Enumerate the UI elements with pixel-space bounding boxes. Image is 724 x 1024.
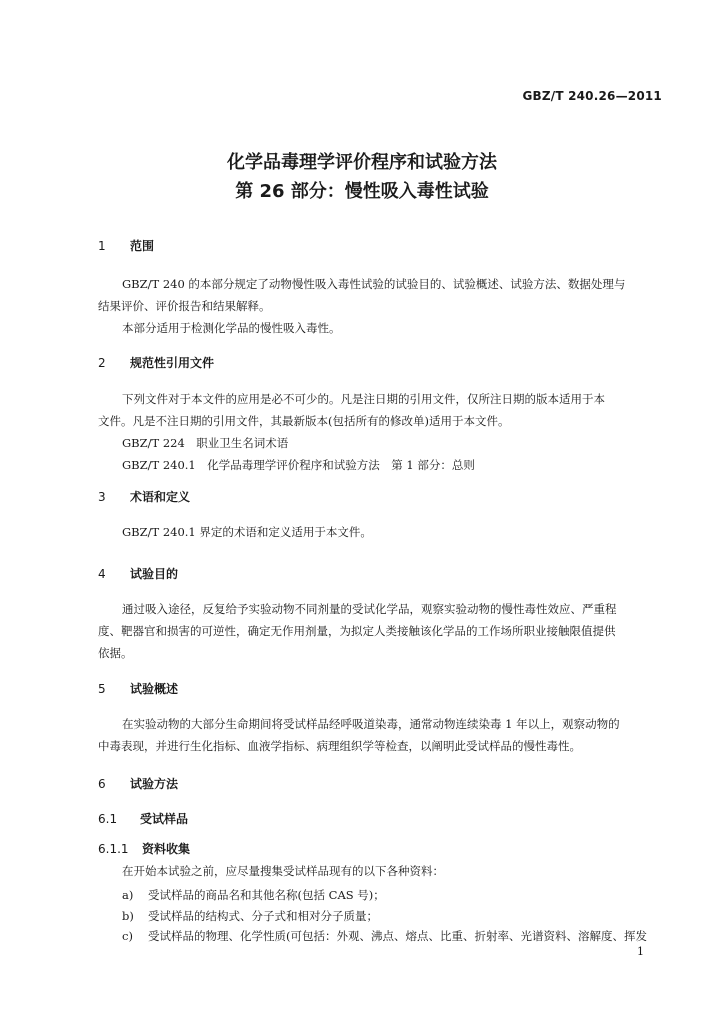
list-item-text: 受试样品的物理、化学性质(可包括：外观、沸点、熔点、比重、折射率、光谱资料、溶解度、挥发	[148, 929, 647, 943]
section-title: 试验方法	[130, 777, 179, 791]
standard-code: GBZ/T 240.26—2011	[522, 89, 662, 103]
document-title-line2: 第 26 部分：慢性吸入毒性试验	[235, 181, 489, 202]
section-number: 6	[98, 777, 106, 791]
paragraph-line: 文件。凡是不注日期的引用文件，其最新版本(包括所有的修改单)适用于本文件。	[98, 414, 510, 428]
section-4-heading	[98, 565, 178, 582]
paragraph-line: GBZ/T 240.1 界定的术语和定义适用于本文件。	[122, 525, 372, 539]
reference-item: GBZ/T 240.1 化学品毒理学评价程序和试验方法 第 1 部分：总则	[122, 458, 475, 472]
paragraph-line: 下列文件对于本文件的应用是必不可少的。凡是注日期的引用文件，仅所注日期的版本适用于本	[122, 392, 605, 406]
section-title: 受试样品	[140, 812, 189, 826]
section-6-heading	[98, 775, 178, 792]
section-2-body	[98, 388, 661, 476]
section-title: 范围	[130, 239, 155, 253]
paragraph-line: 依据。	[98, 646, 133, 660]
section-4-body	[98, 598, 661, 664]
section-1-heading	[98, 237, 154, 254]
section-2-heading	[98, 354, 214, 371]
paragraph-line: 中毒表现，并进行生化指标、血液学指标、病理组织学等检查，以阐明此受试样品的慢性毒性。	[98, 739, 581, 753]
section-5-body	[98, 713, 661, 757]
paragraph-line: 通过吸入途径，反复给予实验动物不同剂量的受试化学品，观察实验动物的慢性毒性效应、严重程	[122, 602, 617, 616]
list-item-text: 受试样品的商品名和其他名称(包括 CAS 号)；	[148, 888, 385, 902]
list-item-label: b)	[122, 909, 134, 923]
section-title: 资料收集	[142, 842, 191, 856]
section-title: 试验概述	[130, 682, 179, 696]
section-number: 6.1	[98, 812, 118, 826]
section-3-body	[98, 521, 661, 543]
list-item-label: a)	[122, 888, 134, 902]
section-number: 3	[98, 490, 106, 504]
paragraph-line: 结果评价、评价报告和结果解释。	[98, 299, 271, 313]
paragraph-line: 本部分适用于检测化学品的慢性吸入毒性。	[122, 321, 341, 335]
section-number: 6.1.1	[98, 842, 129, 856]
document-title-line1: 化学品毒理学评价程序和试验方法	[227, 152, 497, 173]
reference-item: GBZ/T 224 职业卫生名词术语	[122, 436, 289, 450]
section-number: 1	[98, 239, 106, 253]
list-item	[122, 908, 378, 924]
section-1-body	[98, 273, 661, 339]
paragraph-line: 在实验动物的大部分生命期间将受试样品经呼吸道染毒，通常动物连续染毒 1 年以上，观察动物的	[122, 717, 620, 731]
section-title: 试验目的	[130, 567, 179, 581]
paragraph-line: GBZ/T 240 的本部分规定了动物慢性吸入毒性试验的试验目的、试验概述、试验方法、数据处理与	[122, 277, 626, 291]
list-item-text: 受试样品的结构式、分子式和相对分子质量；	[148, 909, 378, 923]
list-item-label: c)	[122, 929, 133, 943]
section-6-1-1-heading	[98, 840, 190, 857]
page-number: 1	[637, 945, 644, 958]
section-6-1-1-intro	[98, 860, 661, 882]
section-title: 规范性引用文件	[130, 356, 215, 370]
section-number: 5	[98, 682, 106, 696]
section-3-heading	[98, 488, 190, 505]
section-number: 4	[98, 567, 106, 581]
section-6-1-heading	[98, 810, 188, 827]
list-item	[122, 928, 647, 944]
list-item	[122, 887, 385, 903]
paragraph-line: 在开始本试验之前，应尽量搜集受试样品现有的以下各种资料：	[122, 864, 444, 878]
section-5-heading	[98, 680, 178, 697]
section-number: 2	[98, 356, 106, 370]
section-title: 术语和定义	[130, 490, 191, 504]
paragraph-line: 度、靶器官和损害的可逆性，确定无作用剂量，为拟定人类接触该化学品的工作场所职业接触限值提供	[98, 624, 616, 638]
